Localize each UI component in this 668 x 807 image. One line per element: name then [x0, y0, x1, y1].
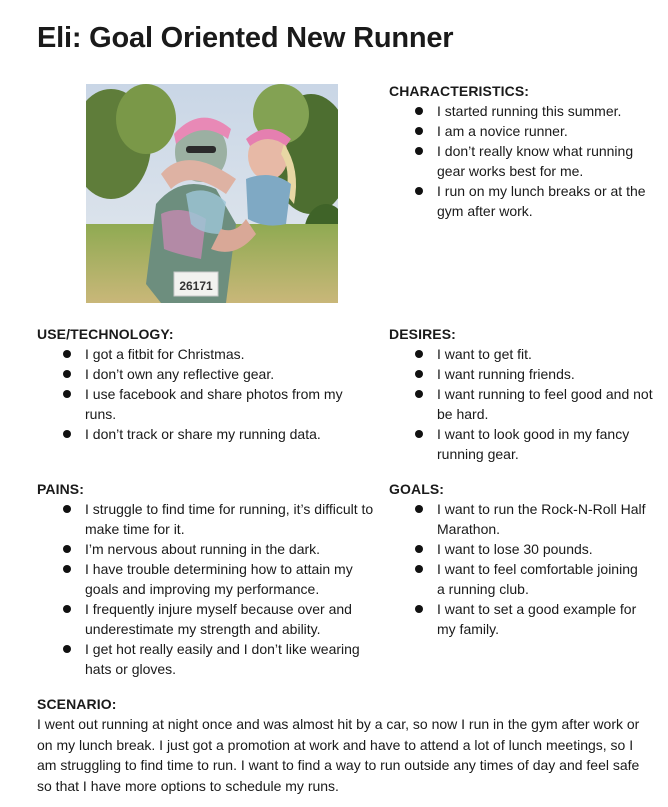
- characteristics-section: [389, 81, 654, 221]
- list-item: I use facebook and share photos from my runs.: [37, 384, 377, 424]
- list-item: I want to feel comfortable joining a running club.: [389, 559, 649, 599]
- list-item: I frequently injure myself because over and underestimate my strength and ability.: [37, 599, 382, 639]
- list-item: I get hot really easily and I don’t like wearing hats or gloves.: [37, 639, 382, 679]
- list-item: I want running friends.: [389, 364, 654, 384]
- desires-heading: DESIRES:: [389, 326, 456, 342]
- list-item: I started running this summer.: [389, 101, 654, 121]
- persona-photo: [86, 84, 338, 303]
- goals-heading: GOALS:: [389, 481, 445, 497]
- list-item: I am a novice runner.: [389, 121, 654, 141]
- characteristics-list: [389, 101, 654, 221]
- scenario-section: [37, 694, 647, 796]
- desires-list: [389, 344, 654, 464]
- page-title: Eli: Goal Oriented New Runner: [37, 22, 454, 54]
- scenario-heading: SCENARIO:: [37, 696, 117, 712]
- list-item: I run on my lunch breaks or at the gym after work.: [389, 181, 654, 221]
- use-technology-section: [37, 324, 377, 444]
- race-bib-number: 26171: [179, 279, 213, 293]
- pains-heading: PAINS:: [37, 481, 85, 497]
- list-item: I’m nervous about running in the dark.: [37, 539, 382, 559]
- scenario-text: I went out running at night once and was almost hit by a car, so now I run in the gym after work or on my lunch break. I just got a promotion at work and have to attend a lot of lunch meetings, so I am struggling to find time to run. I want to find a way to run outside any times of day and feel safe so that I have more options to schedule my runs.: [37, 716, 640, 794]
- pains-section: [37, 479, 382, 679]
- list-item: I want to run the Rock-N-Roll Half Marathon.: [389, 499, 649, 539]
- pains-list: [37, 499, 382, 679]
- list-item: I want running to feel good and not be hard.: [389, 384, 654, 424]
- list-item: I want to lose 30 pounds.: [389, 539, 649, 559]
- list-item: I have trouble determining how to attain my goals and improving my performance.: [37, 559, 382, 599]
- desires-section: [389, 324, 654, 464]
- characteristics-heading: CHARACTERISTICS:: [389, 83, 530, 99]
- use-technology-list: [37, 344, 377, 444]
- list-item: I don’t own any reflective gear.: [37, 364, 377, 384]
- goals-section: [389, 479, 649, 639]
- list-item: I struggle to find time for running, it’s difficult to make time for it.: [37, 499, 382, 539]
- list-item: I don’t track or share my running data.: [37, 424, 377, 444]
- list-item: I don’t really know what running gear works best for me.: [389, 141, 654, 181]
- use-technology-heading: USE/TECHNOLOGY:: [37, 326, 174, 342]
- list-item: I got a fitbit for Christmas.: [37, 344, 377, 364]
- list-item: I want to get fit.: [389, 344, 654, 364]
- list-item: I want to set a good example for my family.: [389, 599, 649, 639]
- goals-list: [389, 499, 649, 639]
- list-item: I want to look good in my fancy running gear.: [389, 424, 654, 464]
